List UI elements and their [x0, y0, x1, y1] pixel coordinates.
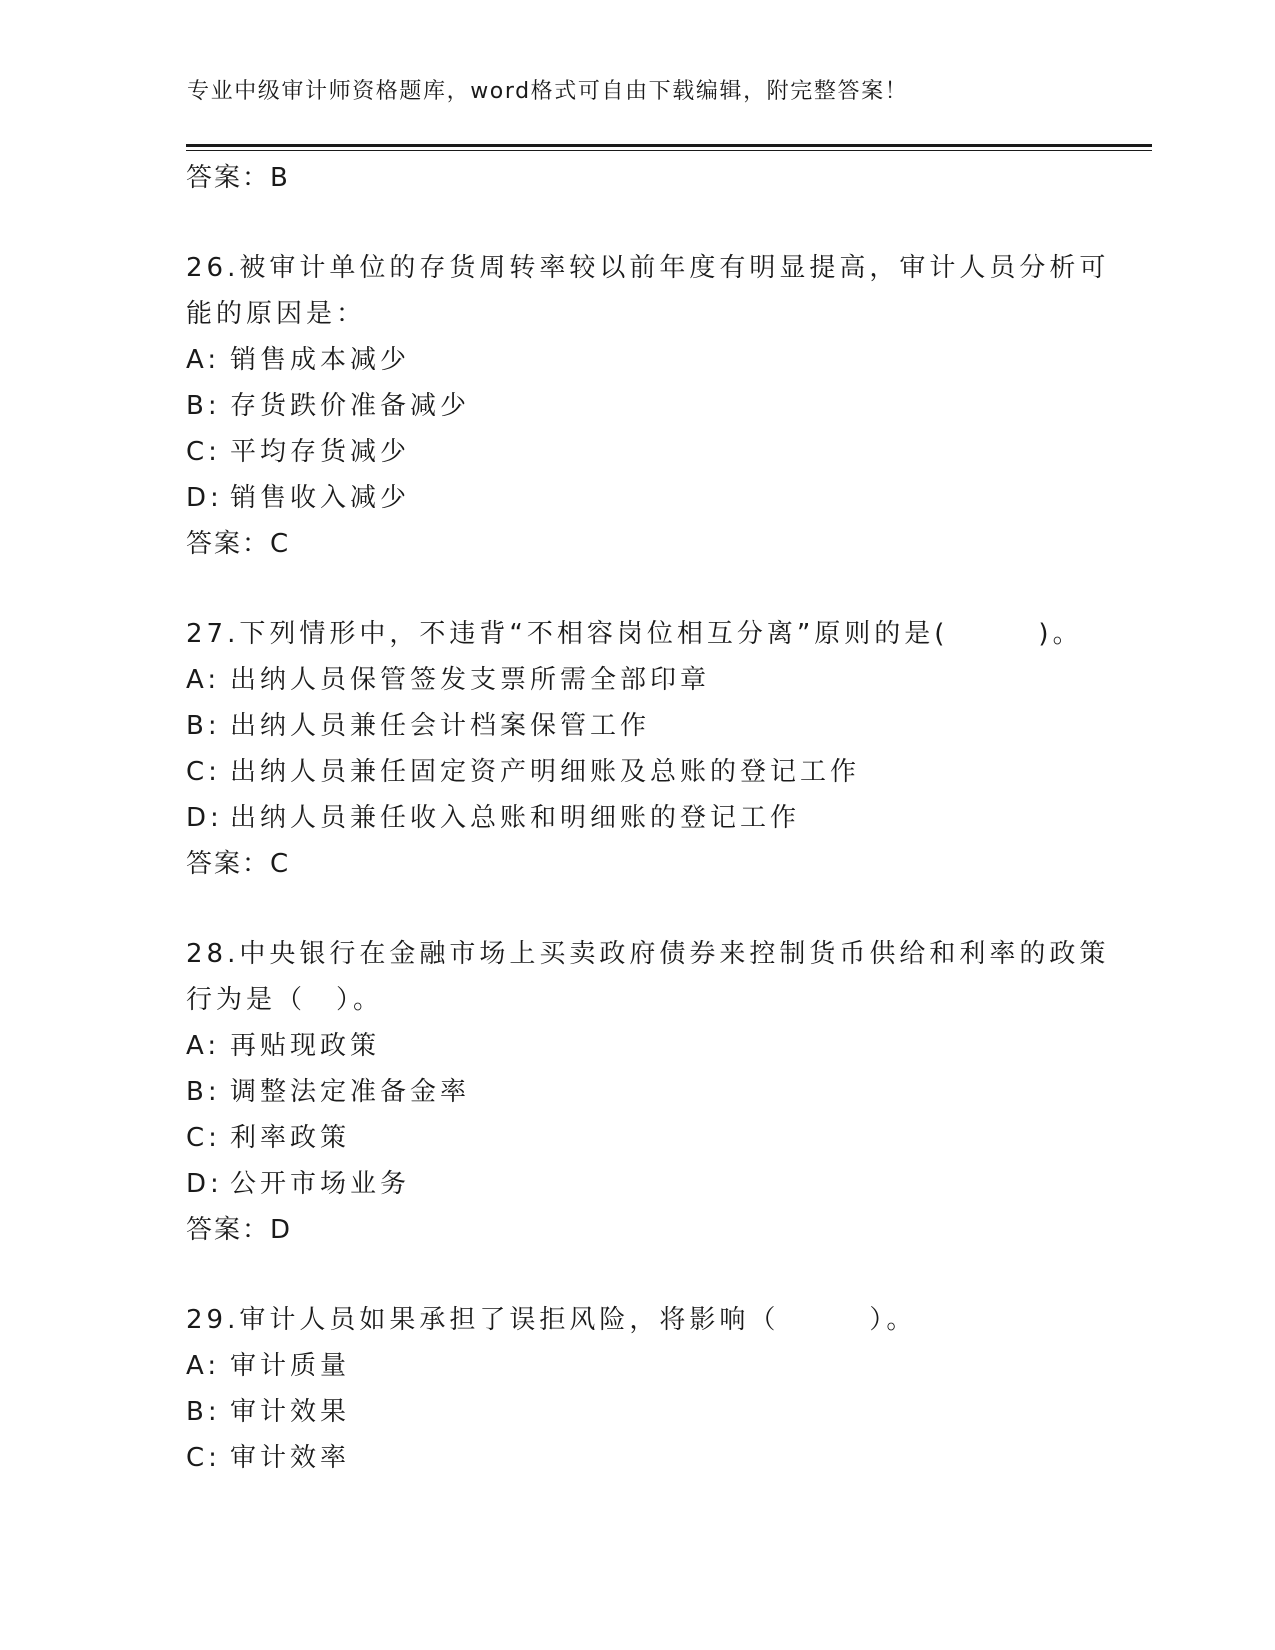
option-row	[186, 1343, 1086, 1389]
question-gap	[186, 887, 1086, 931]
option-row	[186, 657, 1086, 703]
question-block	[186, 1297, 1086, 1481]
question-block	[186, 931, 1110, 1253]
option-row	[186, 429, 1086, 475]
option-row	[186, 337, 1086, 383]
option-text: 审计质量	[230, 1351, 351, 1381]
option-row	[186, 1389, 1086, 1435]
option-row	[186, 1161, 1086, 1207]
header-rule-thick	[186, 144, 1152, 147]
option-letter: A:	[186, 1351, 221, 1381]
answer-line: 答案：D	[186, 1215, 293, 1245]
question-stem-line: 26.被审计单位的存货周转率较以前年度有明显提高，审计人员分析可	[186, 253, 1110, 283]
question-stem-line: 能的原因是：	[186, 299, 367, 329]
question-stem-line: 29.审计人员如果承担了误拒风险，将影响（ ）。	[186, 1305, 917, 1335]
option-letter: B:	[186, 1397, 221, 1427]
question-gap	[186, 567, 1086, 611]
option-row	[186, 1069, 1086, 1115]
option-row	[186, 749, 1086, 795]
question-gap	[186, 201, 1086, 245]
option-text: 公开市场业务	[230, 1169, 411, 1199]
option-letter: C:	[186, 1443, 221, 1473]
option-text: 再贴现政策	[230, 1031, 381, 1061]
option-row	[186, 703, 1086, 749]
option-letter: C:	[186, 757, 221, 787]
option-text: 利率政策	[230, 1123, 351, 1153]
option-row	[186, 1115, 1086, 1161]
option-text: 存货跌价准备减少	[230, 391, 471, 421]
option-row	[186, 795, 1086, 841]
question-block	[186, 245, 1110, 567]
option-letter: D:	[186, 483, 223, 513]
option-letter: D:	[186, 1169, 223, 1199]
option-text: 平均存货减少	[230, 437, 411, 467]
option-row	[186, 1023, 1086, 1069]
option-letter: B:	[186, 391, 221, 421]
option-text: 出纳人员兼任收入总账和明细账的登记工作	[230, 803, 801, 833]
option-text: 审计效果	[230, 1397, 351, 1427]
option-letter: D:	[186, 803, 223, 833]
answer-line: 答案：C	[186, 529, 291, 559]
header-text: 专业中级审计师资格题库，word格式可自由下载编辑，附完整答案！	[187, 79, 909, 104]
question-stem-line: 28.中央银行在金融市场上买卖政府债券来控制货币供给和利率的政策	[186, 939, 1110, 969]
option-text: 调整法定准备金率	[230, 1077, 471, 1107]
option-letter: C:	[186, 437, 221, 467]
option-text: 销售收入减少	[230, 483, 411, 513]
option-text: 销售成本减少	[230, 345, 411, 375]
question-gap	[186, 1253, 1086, 1297]
option-row	[186, 1435, 1086, 1481]
option-text: 出纳人员兼任固定资产明细账及总账的登记工作	[230, 757, 861, 787]
option-letter: B:	[186, 711, 221, 741]
option-row	[186, 475, 1086, 521]
question-block	[186, 611, 1086, 887]
option-text: 出纳人员兼任会计档案保管工作	[230, 711, 651, 741]
option-letter: B:	[186, 1077, 221, 1107]
question-list	[186, 155, 1110, 1481]
answer-line: 答案：C	[186, 849, 291, 879]
option-letter: A:	[186, 345, 221, 375]
option-row	[186, 383, 1086, 429]
header-rule-thin	[186, 150, 1152, 151]
option-letter: A:	[186, 665, 221, 695]
question-stem-line: 行为是（ ）。	[186, 985, 384, 1015]
question-stem-line: 27.下列情形中，不违背“不相容岗位相互分离”原则的是( )。	[186, 619, 1083, 649]
option-text: 审计效率	[230, 1443, 351, 1473]
answer-line: 答案：B	[186, 163, 290, 193]
option-text: 出纳人员保管签发支票所需全部印章	[230, 665, 711, 695]
option-letter: A:	[186, 1031, 221, 1061]
option-letter: C:	[186, 1123, 221, 1153]
